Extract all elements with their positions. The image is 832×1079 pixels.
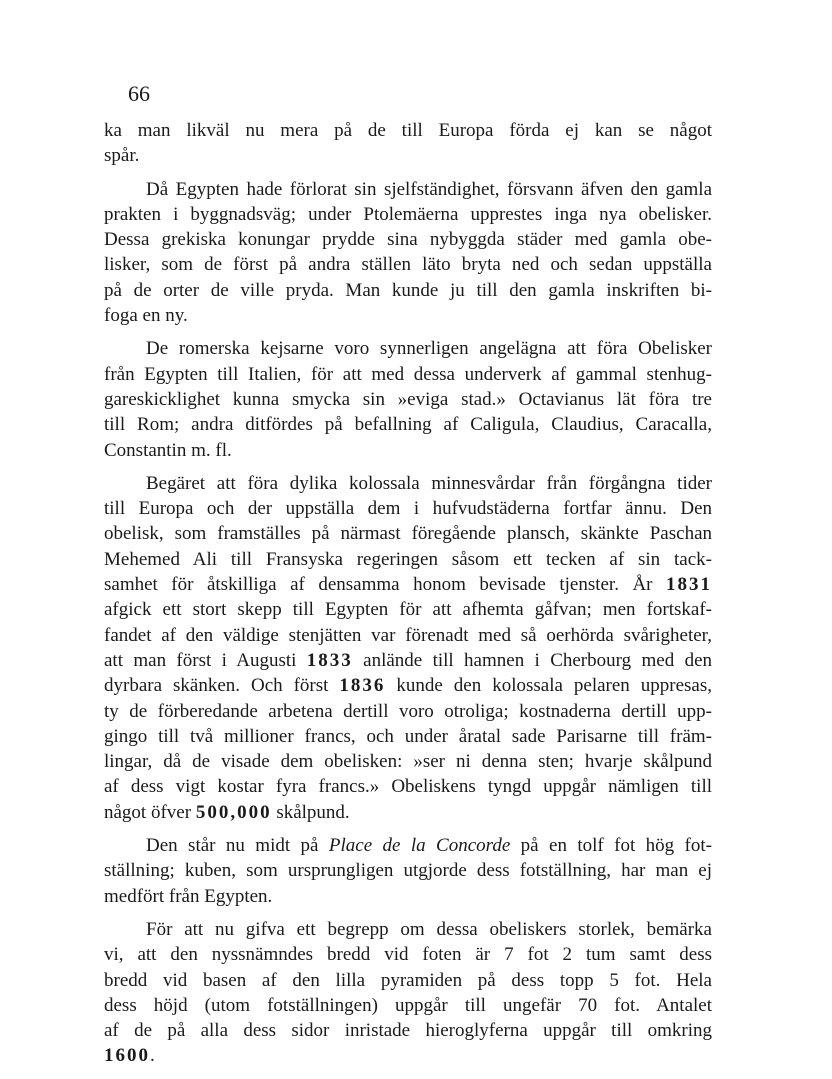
text-line: från Egypten till Italien, för att med dessa underverk af gammal stenhug- (104, 363, 712, 385)
text-line: dyrbara skänken. Och först 1836 kunde den kolossala pelaren uppresas, (104, 675, 713, 697)
paragraph (104, 471, 712, 825)
text-line: på de orter de ville pryda. Man kunde ju till den gamla inskriften bi- (104, 279, 712, 301)
text-line: Constantin m. fl. (104, 439, 232, 461)
paragraph (104, 118, 712, 169)
text-line: af de på alla dess sidor inristade hieroglyferna uppgår till omkring (104, 1020, 712, 1042)
text-line: lisker, som de först på andra ställen läto bryta ned och sedan uppställa (104, 254, 712, 276)
paragraph (104, 177, 712, 329)
text-line: af dess vigt kostar fyra francs.» Obeliskens tyngd uppgår nämligen till (104, 776, 712, 798)
text-line: gingo till två millioner francs, och under åratal sade Parisarne till främ- (104, 725, 712, 747)
text-line: 1600. (104, 1045, 155, 1067)
text-line: För att nu gifva ett begrepp om dessa obeliskers storlek, bemärka (146, 918, 712, 940)
text-line: fandet af den väldige stenjätten var förenadt med så oerhörda svårigheter, (104, 624, 712, 646)
text-line: ka man likväl nu mera på de till Europa förda ej kan se något (104, 120, 712, 141)
paragraph (104, 917, 712, 1069)
text-line: att man först i Augusti 1833 anlände till hamnen i Cherbourg med den (104, 649, 712, 671)
text-line: bredd vid basen af den lilla pyramiden på dess topp 5 fot. Hela (104, 969, 712, 991)
text-line: Då Egypten hade förlorat sin sjelfständighet, försvann äfven den gamla (146, 178, 712, 200)
text-line: Dessa grekiska konungar prydde sina nybyggda städer med gamla obe- (104, 229, 712, 251)
paragraph (104, 336, 712, 462)
text-line: Mehemed Ali till Fransyska regeringen såsom ett tecken af sin tack- (104, 548, 712, 570)
text-line: till Rom; andra ditfördes på befallning af Caligula, Claudius, Caracalla, (104, 414, 712, 436)
text-line: gareskicklighet kunna smycka sin »eviga stad.» Octavianus lät föra tre (104, 388, 712, 410)
text-line: medfört från Egypten. (104, 885, 273, 907)
paragraph (104, 833, 712, 909)
text-line: ställning; kuben, som ursprungligen utgjorde dess fotställning, har man ej (104, 860, 712, 882)
text-line: till Europa och der uppställa dem i hufvudstäderna fortfar ännu. Den (104, 498, 712, 520)
text-line: De romerska kejsarne voro synnerligen angelägna att föra Obelisker (146, 338, 712, 360)
text-line: Den står nu midt på Place de la Concorde på en tolf fot hög fot- (146, 835, 712, 857)
text-line: afgick ett stort skepp till Egypten för att afhemta gåfvan; men fortskaf- (104, 599, 712, 621)
text-line: lingar, då de visade dem obelisken: »ser ni denna sten; hvarje skålpund (104, 751, 712, 773)
page-number: 66 (128, 81, 150, 106)
text-line: foga en ny. (104, 305, 188, 327)
text-line: något öfver 500,000 skålpund. (104, 801, 350, 823)
text-line: ty de förberedande arbetena dertill voro otroliga; kostnaderna dertill upp- (104, 700, 712, 722)
text-line: prakten i byggnadsväg; under Ptolemäerna upprestes inga nya obelisker. (104, 203, 712, 225)
text-line: vi, att den nyssnämndes bredd vid foten är 7 fot 2 tum samt dess (104, 944, 712, 966)
text-line: obelisk, som framställes på närmast föregående plansch, skänkte Paschan (104, 523, 712, 545)
text-line: dess höjd (utom fotställningen) uppgår till ungefär 70 fot. Antalet (104, 994, 712, 1016)
text-line: samhet för åtskilliga af densamma honom bevisade tjenster. År 1831 (104, 574, 712, 596)
text-line: Begäret att föra dylika kolossala minnesvårdar från förgångna tider (146, 472, 712, 494)
text-line: spår. (104, 145, 140, 167)
body-text (104, 118, 712, 1077)
